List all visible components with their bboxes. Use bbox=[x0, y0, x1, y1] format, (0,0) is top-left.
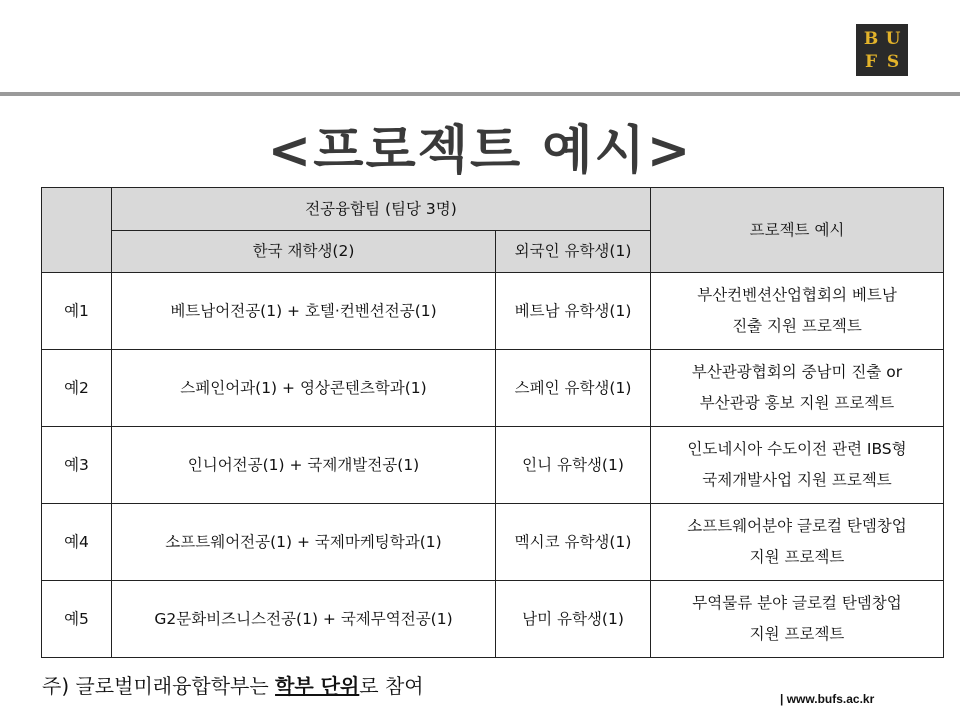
header-divider bbox=[0, 92, 960, 96]
header-corner-cell bbox=[42, 188, 112, 273]
project-example-cell bbox=[651, 273, 944, 350]
header-project: 프로젝트 예시 bbox=[651, 188, 944, 273]
project-example-cell bbox=[651, 581, 944, 658]
foreign-student-cell: 베트남 유학생(1) bbox=[496, 273, 651, 350]
korean-majors-cell: 소프트웨어전공(1) + 국제마케팅학과(1) bbox=[112, 504, 496, 581]
header-team: 전공융합팀 (팀당 3명) bbox=[112, 188, 651, 231]
table-row bbox=[42, 581, 944, 658]
logo-letter-b: B bbox=[863, 28, 879, 49]
project-line: 부산관광협회의 중남미 진출 or bbox=[691, 363, 903, 381]
korean-majors-cell: 베트남어전공(1) + 호텔·컨벤션전공(1) bbox=[112, 273, 496, 350]
logo-letter-s: S bbox=[886, 51, 900, 72]
bufs-logo bbox=[856, 24, 908, 76]
project-table bbox=[41, 187, 944, 658]
row-label: 예1 bbox=[42, 273, 112, 350]
project-example-cell bbox=[651, 427, 944, 504]
project-line: 지원 프로젝트 bbox=[749, 548, 845, 566]
project-line: 국제개발사업 지원 프로젝트 bbox=[702, 471, 892, 489]
foreign-student-cell: 멕시코 유학생(1) bbox=[496, 504, 651, 581]
footnote-emphasis: 학부 단위 bbox=[275, 674, 360, 698]
table-row bbox=[42, 350, 944, 427]
project-line: 진출 지원 프로젝트 bbox=[732, 317, 862, 335]
project-line: 부산컨벤션산업협회의 베트남 bbox=[697, 286, 897, 304]
project-line: 부산관광 홍보 지원 프로젝트 bbox=[699, 394, 895, 412]
table-row bbox=[42, 427, 944, 504]
row-label: 예5 bbox=[42, 581, 112, 658]
slide-title: <프로젝트 예시> bbox=[267, 121, 693, 181]
project-example-cell bbox=[651, 504, 944, 581]
table-row bbox=[42, 273, 944, 350]
project-line: 소프트웨어분야 글로컬 탄뎀창업 bbox=[687, 517, 907, 535]
logo-letter-u: U bbox=[885, 28, 901, 49]
header-foreign-students: 외국인 유학생(1) bbox=[496, 231, 651, 273]
row-label: 예3 bbox=[42, 427, 112, 504]
row-label: 예4 bbox=[42, 504, 112, 581]
footnote bbox=[42, 670, 424, 699]
footnote-suffix: 로 참여 bbox=[359, 674, 424, 698]
project-line: 지원 프로젝트 bbox=[749, 625, 845, 643]
table-row bbox=[42, 504, 944, 581]
project-example-cell bbox=[651, 350, 944, 427]
website-url: | www.bufs.ac.kr bbox=[780, 692, 875, 706]
korean-majors-cell: 인니어전공(1) + 국제개발전공(1) bbox=[112, 427, 496, 504]
project-line: 인도네시아 수도이전 관련 IBS형 bbox=[687, 440, 907, 458]
table-header-row bbox=[42, 188, 944, 231]
foreign-student-cell: 인니 유학생(1) bbox=[496, 427, 651, 504]
foreign-student-cell: 남미 유학생(1) bbox=[496, 581, 651, 658]
footnote-prefix: 주) 글로벌미래융합학부는 bbox=[42, 674, 276, 698]
korean-majors-cell: 스페인어과(1) + 영상콘텐츠학과(1) bbox=[112, 350, 496, 427]
foreign-student-cell: 스페인 유학생(1) bbox=[496, 350, 651, 427]
row-label: 예2 bbox=[42, 350, 112, 427]
korean-majors-cell: G2문화비즈니스전공(1) + 국제무역전공(1) bbox=[112, 581, 496, 658]
logo-letter-f: F bbox=[864, 51, 878, 72]
project-line: 무역물류 분야 글로컬 탄뎀창업 bbox=[692, 594, 902, 612]
header-korean-students: 한국 재학생(2) bbox=[112, 231, 496, 273]
